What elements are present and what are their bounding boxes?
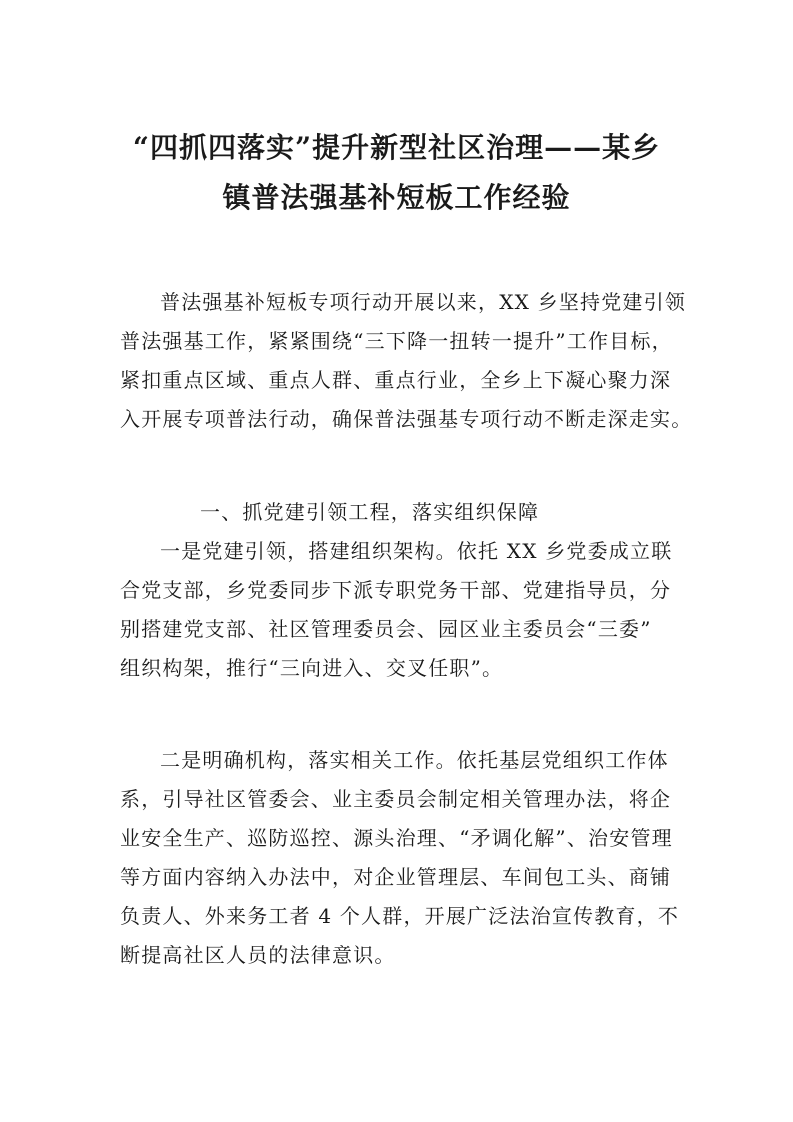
paragraph-line: 负责人、外来务工者 4 个人群，开展广泛法治宣传教育，不	[120, 904, 680, 928]
intro-line: 紧扣重点区域、重点人群、重点行业，全乡上下凝心聚力深	[120, 368, 672, 392]
paragraph-line: 等方面内容纳入办法中，对企业管理层、车间包工头、商铺	[120, 865, 672, 889]
intro-line: 入开展专项普法行动，确保普法强基专项行动不断走深走实。	[120, 407, 693, 431]
intro-line: 普法强基工作，紧紧围绕“三下降一扭转一提升”工作目标，	[120, 329, 673, 353]
paragraph-line: 合党支部，乡党委同步下派专职党务干部、党建指导员，分	[120, 578, 672, 602]
paragraph-line: 业安全生产、巡防巡控、源头治理、“矛调化解”、治安管理	[120, 826, 673, 850]
document-title-line-1: “四抓四落实”提升新型社区治理——某乡	[132, 131, 661, 164]
paragraph-line: 二是明确机构，落实相关工作。依托基层党组织工作体	[160, 748, 669, 772]
paragraph-line: 组织构架，推行“三向进入、交叉任职”。	[120, 656, 504, 680]
paragraph-line: 一是党建引领，搭建组织架构。依托 XX 乡党委成立联	[160, 539, 673, 563]
paragraph-line: 断提高社区人员的法律意识。	[120, 943, 396, 967]
document-title-line-2: 镇普法强基补短板工作经验	[222, 181, 571, 214]
paragraph-line: 别搭建党支部、社区管理委员会、园区业主委员会“三委”	[120, 617, 652, 641]
paragraph-line: 系，引导社区管委会、业主委员会制定相关管理办法，将企	[120, 787, 672, 811]
intro-line: 普法强基补短板专项行动开展以来，XX 乡坚持党建引领	[160, 290, 687, 314]
section-heading: 一、抓党建引领工程，落实组织保障	[200, 500, 540, 524]
